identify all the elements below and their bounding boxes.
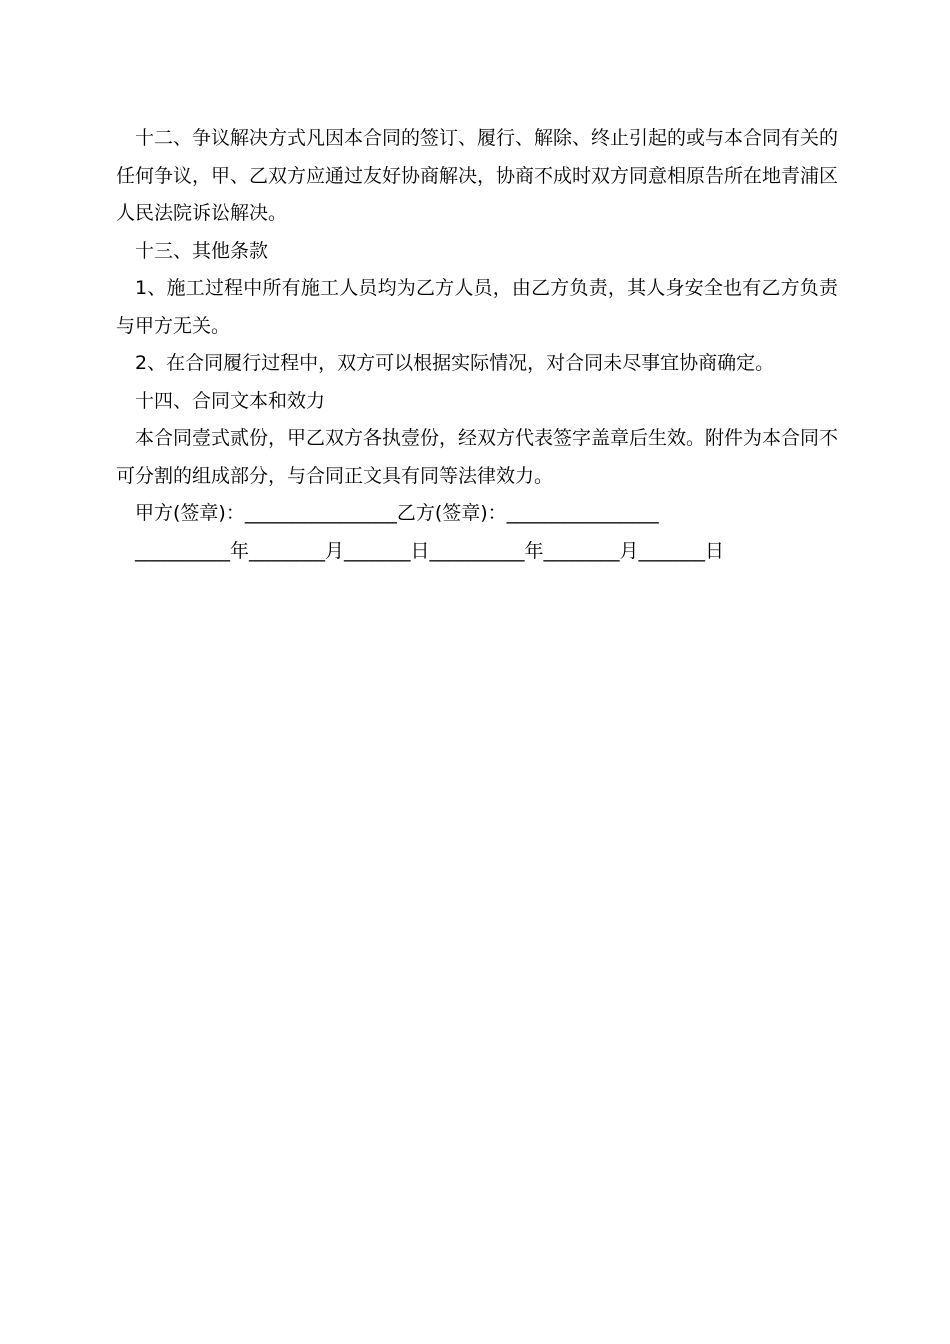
clause-13-item-1: 1、施工过程中所有施工人员均为乙方人员，由乙方负责，其人身安全也有乙方负责与甲方无关。 [116, 277, 838, 337]
clause-14-text: 本合同壹式贰份，甲乙双方各执壹份，经双方代表签字盖章后生效。附件为本合同不可分割的组成部分，与合同正文具有同等法律效力。 [116, 427, 839, 487]
document-page [116, 120, 838, 570]
clause-13-item-2: 2、在合同履行过程中，双方可以根据实际情况，对合同未尽事宜协商确定。 [135, 352, 775, 374]
clause-14-heading: 十四、合同文本和效力 [135, 389, 326, 412]
clause-12-dispute-resolution: 十二、争议解决方式凡因本合同的签订、履行、解除、终止引起的或与本合同有关的任何争议，甲、乙双方应通过友好协商解决，协商不成时双方同意相原告所在地青浦区人民法院诉讼解决。 [116, 127, 839, 224]
signature-date-line: __________年________月_______日__________年________月_______日 [135, 539, 725, 562]
clause-13-heading: 十三、其他条款 [135, 239, 269, 262]
signature-line: 甲方(签章)：________________乙方(签章)：________________ [135, 502, 659, 524]
